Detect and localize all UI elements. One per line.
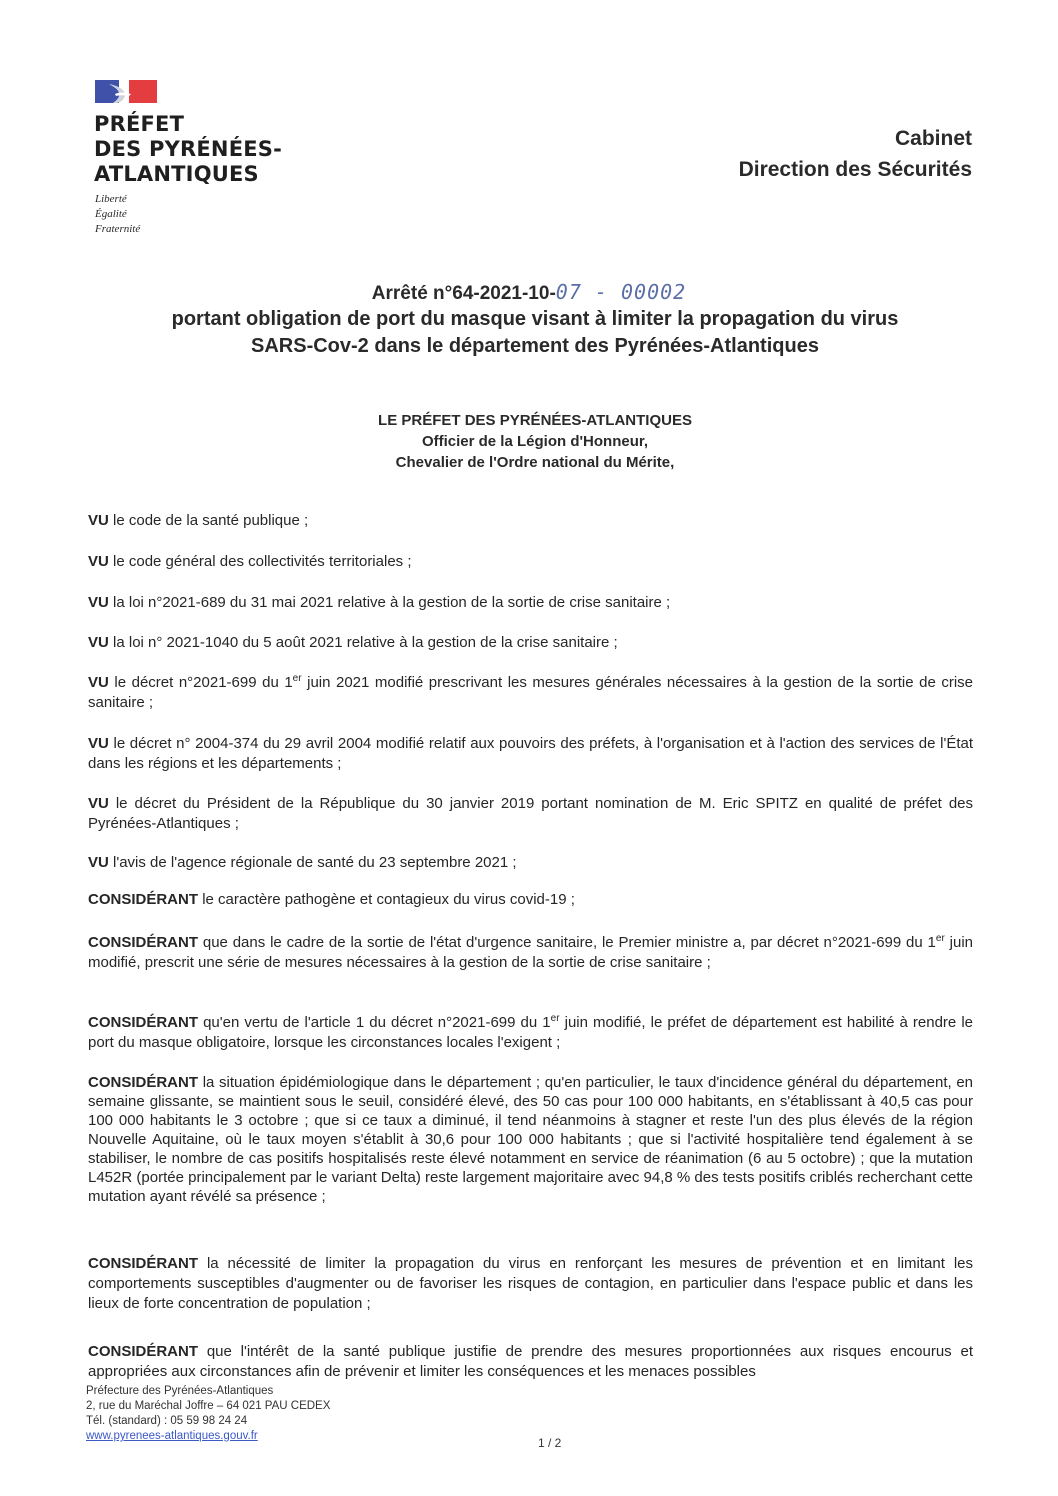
- service-block: [739, 123, 972, 185]
- considerant-keyword: CONSIDÉRANT: [88, 1343, 199, 1360]
- paragraph-text: l'avis de l'agence régionale de santé du 23 septembre 2021 ;: [113, 854, 517, 871]
- paragraph-text: juin 2021 modifié prescrivant les mesures générales nécessaires à la gestion de la sortie de crise sanitaire ;: [88, 674, 973, 711]
- subject-line-1: portant obligation de port du masque visant à limiter la propagation du virus: [171, 308, 899, 330]
- considerant-keyword: CONSIDÉRANT: [88, 891, 199, 908]
- service-line-1: Cabinet: [894, 127, 972, 150]
- motto-liberte: Liberté: [95, 193, 127, 205]
- issuer-line-2: DES PYRÉNÉES-: [94, 137, 283, 161]
- paragraph-text: le décret n°2021-699 du 1: [114, 674, 293, 691]
- vu-paragraph: [88, 734, 973, 774]
- paragraph-text: le décret n° 2004-374 du 29 avril 2004 modifié relatif aux pouvoirs des préfets, à l'organisation et à l'action des services de l'État dans les régions et les départements ;: [88, 735, 973, 772]
- considerant-paragraph: [88, 890, 973, 910]
- paragraph-text: que l'intérêt de la santé publique justifie de prendre des mesures proportionnées aux risques encourus et appropriées aux circonstances afin de prévenir et limiter les conséquences et les menaces possibles: [88, 1343, 973, 1380]
- considerant-keyword: CONSIDÉRANT: [88, 934, 199, 951]
- paragraph-text: le code de la santé publique ;: [113, 512, 309, 529]
- vu-keyword: VU: [88, 674, 109, 691]
- arrete-subject: [100, 306, 970, 360]
- paragraph-text: le décret du Président de la République du 30 janvier 2019 portant nomination de M. Eric SPITZ en qualité de préfet des Pyrénées-Atlantiques ;: [88, 795, 973, 832]
- superscript: er: [935, 933, 945, 944]
- vu-keyword: VU: [88, 594, 109, 611]
- vu-keyword: VU: [88, 735, 109, 752]
- superscript: er: [550, 1013, 560, 1024]
- considerant-paragraph: [88, 1342, 973, 1382]
- vu-keyword: VU: [88, 795, 109, 812]
- vu-paragraph: [88, 673, 973, 713]
- paragraph-text: juin modifié, le préfet de département est habilité à rendre le port du masque obligatoire, lorsque les circonstances locales l'exigent ;: [88, 1014, 973, 1051]
- footer-website-link[interactable]: www.pyrenees-atlantiques.gouv.fr: [86, 1430, 258, 1442]
- authority-line-3: Chevalier de l'Ordre national du Mérite,: [395, 454, 675, 471]
- considerant-keyword: CONSIDÉRANT: [88, 1074, 199, 1091]
- paragraph-text: la situation épidémiologique dans le département ; qu'en particulier, le taux d'incidence général du département, en semaine glissante, se maintient sous le seuil, considéré élevé, des 50 cas pour 100 000 habitants, en s'établissant à 40,5 cas pour 100 000 habitants le 3 octobre ; que si ce taux a diminué, il tend néanmoins à stagner et reste l'un des plus élevés de la région Nouvelle Aquitaine, où le taux moyen s'établit à 30,6 pour 100 000 habitants ; que si l'activité hospitalière tend également à se stabiliser, le nombre de cas positifs hospitalisés reste élevé notamment en service de réanimation (6 au 5 octobre) ; que la mutation L452R (portée principalement par le variant Delta) reste largement majoritaire avec 94,8 % des tests positifs criblés recherchant cette mutation ayant révélé sa présence ;: [88, 1074, 973, 1205]
- considerant-paragraph: [88, 1073, 973, 1206]
- authority-line-2: Officier de la Légion d'Honneur,: [421, 433, 649, 450]
- vu-keyword: VU: [88, 634, 109, 651]
- vu-keyword: VU: [88, 512, 109, 529]
- superscript: er: [292, 673, 302, 684]
- vu-keyword: VU: [88, 854, 109, 871]
- paragraph-text: que dans le cadre de la sortie de l'état d'urgence sanitaire, le Premier ministre a, par décret n°2021-699 du 1: [202, 934, 936, 951]
- issuer-line-1: PRÉFET: [94, 112, 185, 136]
- marianne-logo: [95, 80, 157, 106]
- footer-address: [86, 1384, 330, 1444]
- republic-motto: [95, 192, 140, 237]
- paragraph-text: le caractère pathogène et contagieux du virus covid-19 ;: [202, 891, 575, 908]
- paragraph-text: la nécessité de limiter la propagation du virus en renforçant les mesures de prévention et en limitant les comportements susceptibles d'augmenter ou de favoriser les risques de contagion, en particulier dans l'espace public et dans les lieux de forte concentration de population ;: [88, 1255, 973, 1312]
- motto-egalite: Égalité: [95, 208, 127, 220]
- vu-paragraph: [88, 593, 973, 613]
- vu-paragraph: [88, 633, 973, 653]
- vu-paragraph: [88, 552, 973, 572]
- page-number: 1 / 2: [538, 1436, 562, 1450]
- arrete-prefix: Arrêté n°64-2021-10-: [371, 283, 556, 304]
- vu-keyword: VU: [88, 553, 109, 570]
- arrete-number: [0, 280, 1058, 305]
- footer-line-2: 2, rue du Maréchal Joffre – 64 021 PAU CEDEX: [86, 1400, 331, 1412]
- authority-line-1: LE PRÉFET DES PYRÉNÉES-ATLANTIQUES: [378, 412, 692, 429]
- motto-fraternite: Fraternité: [95, 223, 141, 235]
- vu-paragraph: [88, 853, 973, 873]
- paragraph-text: le code général des collectivités territoriales ;: [113, 553, 412, 570]
- paragraph-text: la loi n°2021-689 du 31 mai 2021 relative à la gestion de la sortie de crise sanitaire ;: [113, 594, 671, 611]
- authority-block: [300, 410, 770, 473]
- vu-paragraph: [88, 511, 973, 531]
- considerant-keyword: CONSIDÉRANT: [88, 1014, 199, 1031]
- considerant-paragraph: [88, 933, 973, 973]
- service-line-2: Direction des Sécurités: [738, 158, 972, 181]
- arrete-handwritten-number: 07 - 00002: [555, 280, 687, 304]
- paragraph-text: la loi n° 2021-1040 du 5 août 2021 relative à la gestion de la crise sanitaire ;: [113, 634, 618, 651]
- considerant-paragraph: [88, 1013, 973, 1053]
- considerant-paragraph: [88, 1254, 973, 1314]
- paragraph-text: juin modifié, prescrit une série de mesures nécessaires à la gestion de la sortie de crise sanitaire ;: [88, 934, 973, 971]
- vu-paragraph: [88, 794, 973, 834]
- subject-line-2: SARS-Cov-2 dans le département des Pyrénées-Atlantiques: [251, 335, 819, 357]
- footer-line-1: Préfecture des Pyrénées-Atlantiques: [86, 1385, 274, 1397]
- issuer-line-3: ATLANTIQUES: [94, 162, 259, 186]
- considerant-keyword: CONSIDÉRANT: [88, 1255, 199, 1272]
- issuer-block: [94, 112, 334, 187]
- footer-line-3: Tél. (standard) : 05 59 98 24 24: [86, 1415, 248, 1427]
- paragraph-text: qu'en vertu de l'article 1 du décret n°2021-699 du 1: [203, 1014, 551, 1031]
